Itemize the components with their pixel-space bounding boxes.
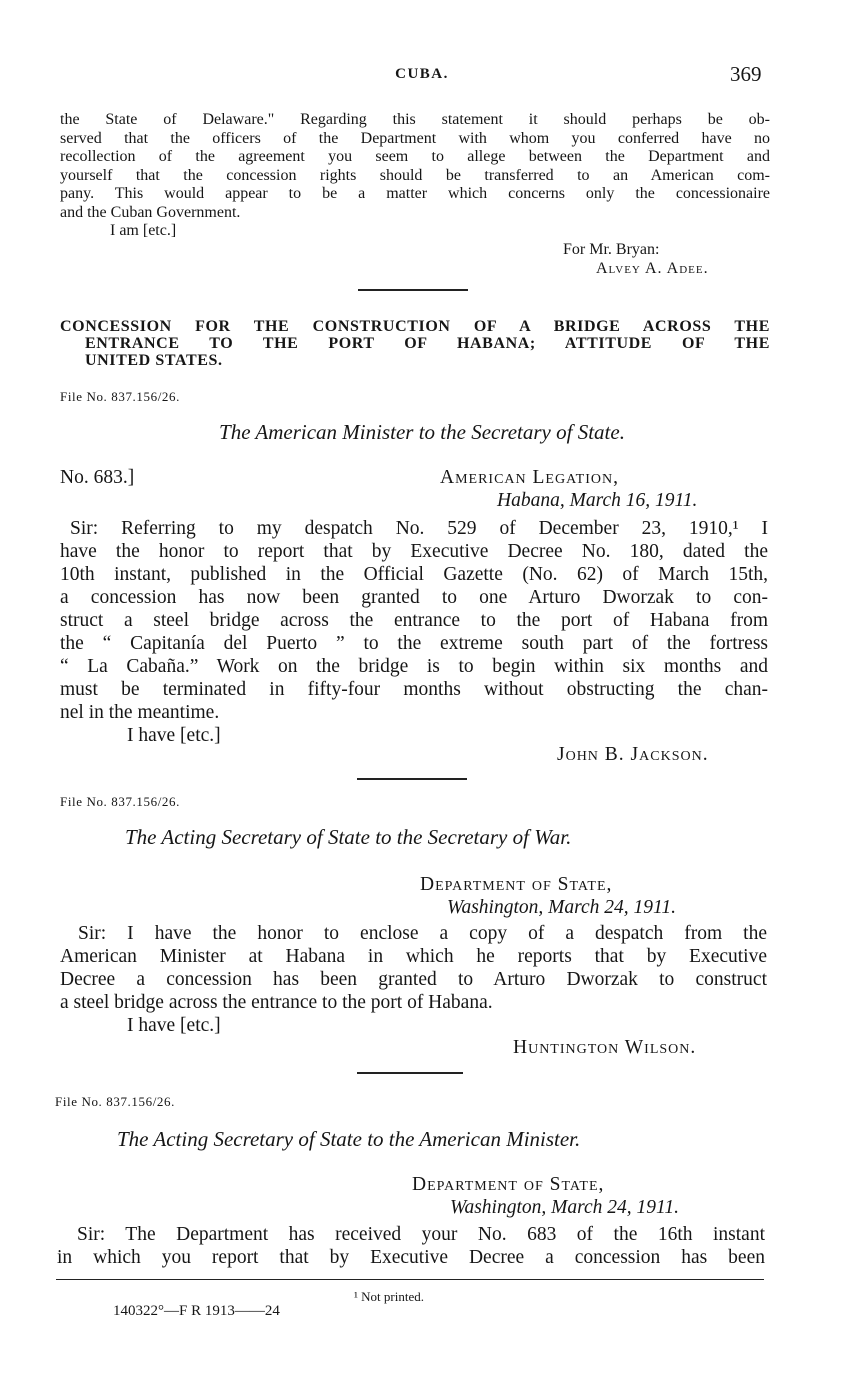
letter-title: The Acting Secretary of State to the American Minister.	[117, 1127, 581, 1151]
letter-title: The American Minister to the Secretary of State.	[219, 420, 625, 444]
paragraph-line: and the Cuban Government.	[60, 203, 241, 221]
signature-name: Alvey A. Adee.	[596, 260, 709, 277]
closing: I have [etc.]	[127, 725, 221, 746]
footnote-rule	[56, 1279, 764, 1280]
despatch-number: No. 683.]	[60, 467, 135, 488]
signature: John B. Jackson.	[557, 744, 709, 765]
closing: I am [etc.]	[110, 222, 177, 239]
body-line: a steel bridge across the entrance to the port of Habana.	[60, 992, 493, 1013]
paragraph-line: recollection of the agreement you seem to allege between the Department and	[60, 148, 770, 165]
paragraph-line: the State of Delaware." Regarding this statement it should perhaps be ob-	[60, 111, 770, 128]
body-line: “ La Cabaña.” Work on the bridge is to begin within six months and	[60, 656, 768, 677]
body-line: have the honor to report that by Executive Decree No. 180, dated the	[60, 541, 768, 562]
file-number: File No. 837.156/26.	[55, 1094, 175, 1109]
body-line: Sir: The Department has received your No. 683 of the 16th instant	[77, 1224, 765, 1245]
body-line: 10th instant, published in the Official Gazette (No. 62) of March 15th,	[60, 564, 768, 585]
paragraph-line: served that the officers of the Department with whom you conferred have no	[60, 129, 770, 147]
letter-date: Washington, March 24, 1911.	[447, 897, 676, 918]
section-divider	[357, 778, 467, 780]
signature-for: For Mr. Bryan:	[563, 241, 660, 258]
section-heading	[60, 318, 770, 369]
heading-line: CONCESSION FOR THE CONSTRUCTION OF A BRIDGE ACROSS THE	[60, 318, 770, 335]
signature: Huntington Wilson.	[513, 1037, 697, 1058]
paragraph-line: yourself that the concession rights should be transferred to an American com-	[60, 166, 770, 184]
footnote: ¹ Not printed.	[354, 1289, 424, 1304]
letter-body	[57, 1223, 765, 1269]
closing: I have [etc.]	[127, 1015, 221, 1036]
body-line: in which you report that by Executive Decree a concession has been	[57, 1247, 765, 1268]
letter-date: Washington, March 24, 1911.	[450, 1197, 679, 1218]
letter-place: American Legation,	[440, 467, 619, 488]
letter-date: Habana, March 16, 1911.	[497, 490, 698, 511]
letter-place: Department of State,	[420, 874, 613, 895]
continuation-paragraph	[60, 111, 770, 241]
paragraph-line: pany. This would appear to be a matter which concerns only the concessionaire	[60, 185, 770, 202]
section-divider	[358, 289, 468, 291]
letter-body	[60, 517, 768, 747]
body-line: American Minister at Habana in which he reports that by Executive	[60, 946, 767, 967]
body-line: the “ Capitanía del Puerto ” to the extreme south part of the fortress	[60, 633, 768, 654]
letter-body	[60, 922, 767, 1037]
body-line: nel in the meantime.	[60, 702, 220, 723]
file-number: File No. 837.156/26.	[60, 389, 180, 404]
body-line: a concession has now been granted to one Arturo Dworzak to con-	[60, 587, 768, 608]
body-line: must be terminated in fifty-four months without obstructing the chan-	[60, 679, 768, 700]
heading-line: UNITED STATES.	[85, 352, 223, 369]
printer-mark: 140322°—F R 1913——24	[113, 1303, 280, 1319]
running-head: CUBA.	[395, 66, 449, 82]
page-number: 369	[730, 62, 762, 86]
body-line: Decree a concession has been granted to Arturo Dworzak to construct	[60, 969, 767, 990]
body-line: Sir: I have the honor to enclose a copy of a despatch from the	[78, 923, 767, 944]
body-line: struct a steel bridge across the entrance to the port of Habana from	[60, 610, 768, 631]
file-number: File No. 837.156/26.	[60, 794, 180, 809]
heading-line: ENTRANCE TO THE PORT OF HABANA; ATTITUDE OF THE	[85, 335, 770, 352]
letter-place: Department of State,	[412, 1174, 605, 1195]
section-divider	[357, 1072, 463, 1074]
letter-title: The Acting Secretary of State to the Secretary of War.	[125, 825, 572, 849]
body-line: Sir: Referring to my despatch No. 529 of December 23, 1910,¹ I	[70, 518, 768, 539]
